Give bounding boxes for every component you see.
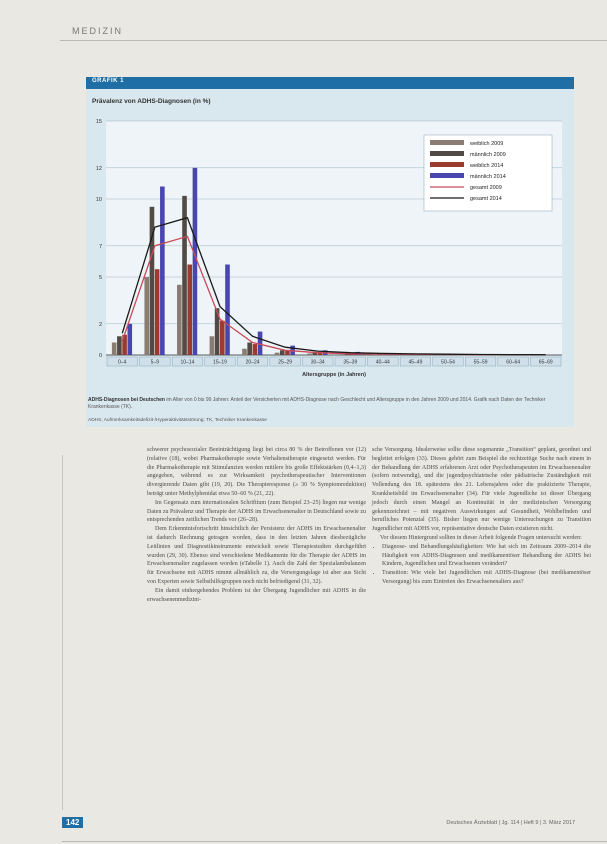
legend-label: weiblich 2009 [470, 141, 504, 147]
figure-title: Prävalenz von ADHS-Diagnosen (in %) [92, 98, 211, 105]
text-column-right [372, 446, 591, 587]
x-tick-label: 20–24 [245, 359, 260, 366]
bar [210, 336, 215, 355]
bar [160, 187, 165, 355]
figure-caption [88, 397, 568, 411]
section-label: MEDIZIN [72, 26, 123, 36]
figure-abbreviations: ADHS, Aufmerksamkeitsdefizit-/Hyperaktivitätsstörung; TK, Techniker Krankenkasse [88, 418, 267, 423]
bar [182, 196, 187, 355]
legend-label: männlich 2014 [470, 174, 506, 180]
legend-swatch [430, 162, 464, 167]
x-tick-label: 35–39 [343, 359, 358, 366]
x-tick-label: 10–14 [180, 359, 195, 366]
x-tick-label: 55–59 [473, 359, 488, 366]
adhs-prevalence-chart [86, 77, 574, 397]
legend-swatch [430, 173, 464, 178]
legend-swatch [430, 140, 464, 145]
bar [117, 336, 122, 355]
bar [155, 269, 160, 355]
x-tick-label: 15–19 [213, 359, 227, 366]
bar [144, 277, 149, 355]
list-item: • Transition: Wie viele bei Jugendlichen mit ADHS-Diagnose (bei medikamentöser Versorgung) bis zum Eintreten des Erwachsenenalters aus? [382, 569, 591, 587]
question-list [372, 543, 591, 587]
x-tick-label: 0–4 [118, 359, 127, 366]
paragraph: Ein damit einhergehendes Problem ist der Übergang Jugendlicher mit ADHS in die erwachsenenmedizini- [147, 587, 366, 603]
bar [340, 354, 345, 355]
legend-label: gesamt 2009 [470, 185, 502, 191]
footer-rule [62, 841, 607, 842]
x-tick-label: 5–9 [150, 359, 160, 366]
paragraph: Im Gegensatz zum internationalen Schrifttum (zum Beispiel 23–25) liegen nur wenige Daten zu Prävalenz und Therapie der ADHS im Erwachsenenalter in Deutschland sowie zu entsprechenden zeitlichen Trends vor (26–28). [147, 499, 366, 524]
bar [187, 265, 192, 355]
y-tick-label: 10 [95, 197, 102, 203]
bar [220, 321, 225, 355]
margin-line [62, 455, 63, 810]
bar [247, 343, 252, 355]
bar [193, 168, 198, 355]
legend-label: männlich 2009 [470, 152, 506, 158]
legend-swatch [430, 151, 464, 156]
paragraph: schwerer psychosozialer Beeinträchtigung liegt bei circa 80 % der Betroffenen vor (12) (relative (18), wobei Pharmakotherapie sowie Verhaltenstherapie eingesetzt werden. Für die Pharmakotherapie mit Stimulanzien werden mittlere bis große Effektstärken (0,4–1,3) angegeben, während es zur Wirksamkeit psychotherapeutischer Interventionen divergierende Daten gibt (19, 20). Die Therapieresponse (≥ 30 % Symptomreduktion) beträgt unter Methylphenidat etwa 50–60 % (21, 22). [147, 447, 366, 497]
x-tick-label: 50–54 [441, 359, 455, 366]
bar [127, 324, 132, 355]
header-rule [60, 40, 607, 41]
bar [307, 353, 312, 355]
figure-tag: GRAFIK 1 [92, 78, 125, 84]
legend-label: weiblich 2014 [470, 163, 504, 169]
paragraph: Dem Erkenntnisfortschritt hinsichtlich der Persistenz der ADHS im Erwachsenenalter ist dadurch Rechnung getragen worden, dass in den letzten Jahren diesbezügliche Leitlinien und Diagnostikinstrumente entwickelt sowie Therapiestudien durchgeführt wurden (29, 30). Ebenso sind verschiedene Medikamente für die Therapie der ADHS im Erwachsenenalter zugelassen worden (eTabelle 1). Auch die Zahl der Spezialambulanzen für Erwachsene mit ADHS nimmt allmählich zu, die Versorgungslage ist aber aus Sicht von Experten sowie Selbsthilfegruppen noch nicht befriedigend (31, 32). [147, 526, 366, 585]
bar [242, 349, 247, 355]
figure-caption-bold: ADHS-Diagnosen bei Deutschen [88, 397, 165, 403]
y-tick-label: 5 [98, 275, 102, 281]
x-tick-label: 60–64 [506, 359, 521, 366]
bar [112, 343, 117, 355]
figure-caption-text: im Alter von 0 bis 99 Jahren: Anteil der Versicherten mit ADHS-Diagnose nach Geschlecht und Altersgruppe in den Jahren 2009 und 2014. Grafik nach Daten der Techniker Krankenkasse (TK). [88, 397, 546, 410]
bar [225, 265, 230, 355]
page-number: 142 [62, 817, 83, 828]
y-tick-label: 2 [98, 321, 102, 328]
bar [275, 353, 280, 355]
paragraph: Vor diesem Hintergrund sollten in dieser Arbeit folgende Fragen untersucht werden: [380, 534, 582, 541]
bar [177, 285, 182, 355]
x-tick-label: 40–44 [375, 359, 390, 366]
bar [150, 207, 155, 355]
y-tick-label: 7 [98, 243, 102, 250]
journal-footer: Deutsches Ärzteblatt | Jg. 114 | Heft 9 | 3. März 2017 [446, 820, 575, 826]
text-column-left [147, 446, 366, 604]
list-item: • Diagnose- und Behandlungshäufigkeiten: Wie hat sich im Zeitraum 2009–2014 die Häufigkeit von ADHS-Diagnosen und medikamentöser Behandlung der ADHS bei Kindern, Jugendlichen und Erwachsenen verändert? [382, 543, 591, 569]
x-tick-label: 45–49 [408, 359, 423, 366]
bar [253, 344, 258, 355]
y-tick-label: 0 [98, 353, 102, 359]
x-tick-label: 25–29 [278, 359, 293, 366]
legend-label: gesamt 2014 [470, 196, 502, 202]
y-tick-label: 12 [95, 165, 102, 172]
x-tick-label: 65–69 [538, 359, 553, 366]
x-axis-label: Altersgruppe (in Jahren) [302, 372, 366, 378]
y-tick-label: 15 [95, 119, 102, 125]
x-tick-label: 30–34 [310, 359, 325, 366]
paragraph: sche Versorgung. Idealerweise sollte diese sogenannte „Transition“ geplant, geordnet und begleitet erfolgen (33). Dieses gehört zum Beispiel die rechtzeitige Suche nach einem in der Behandlung der ADHS erfahrenen Arzt oder Psychotherapeuten im Erwachsenenalter (sofern notwendig), und die jugendpsychiatrische oder pädiatrische Zuständigkeit mit Vollendung des 18. spätestens des 21. Lebensjahres oder die praktizierte Therapie, Krankheitsbild im Erwachsenenalter (34). Für viele Jugendliche ist dieser Übergang jedoch durch einen Mangel an Kontinuität in der medizinischen Versorgung gekennzeichnet – mit negativen Auswirkungen auf Gesundheit, Wohlbefinden und berufliches Potenzial (35). Bisher liegen nur wenige Untersuchungen zu Transition Jugendlicher mit ADHS vor, repräsentative deutsche Daten existieren nicht. [372, 447, 591, 533]
bar [280, 350, 285, 355]
